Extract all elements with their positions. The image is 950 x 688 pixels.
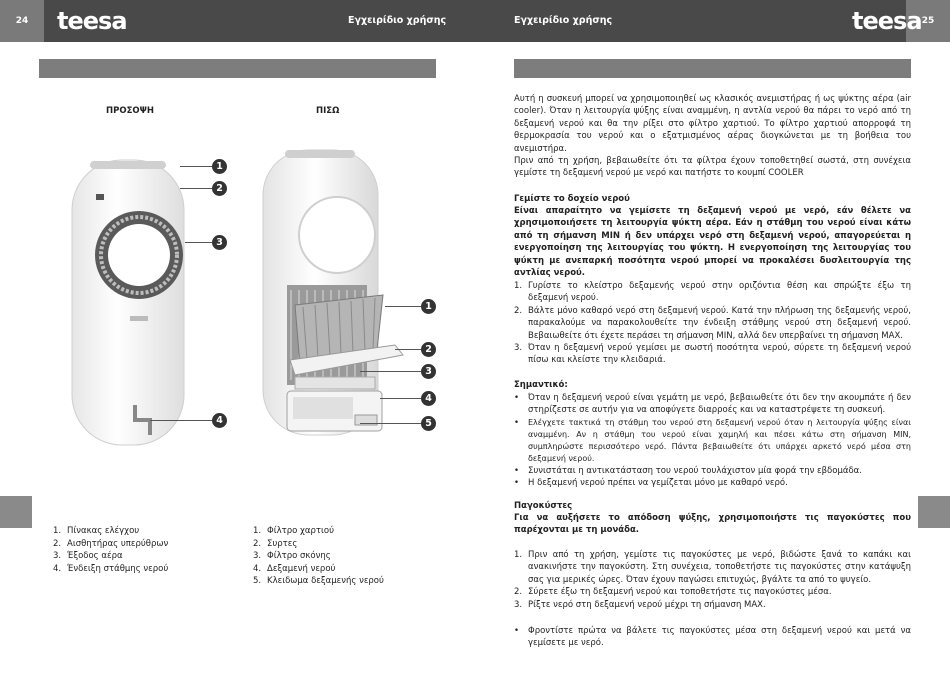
before-use-paragraph: Πριν από τη χρήση, βεβαιωθείτε ότι τα φίλτρα έχουν τοποθετηθεί σωστά, στη συνέχεια γεμίστε τη δεξαμενή νερού με νερό και πατήστε το κουμπί COOLER [514, 156, 911, 179]
fill-warning: Είναι απαραίτητο να γεμίσετε τη δεξαμενή νερού με νερό, εάν θέλετε να χρησιμοποιήσετε τη λειτουργία ψύκτη αέρα. Εάν η στάθμη του νερού είναι κάτω από τη σήμανση MIN ή δεν υπάρχει νερό στη δεξαμενή νερού, απαγορεύεται η ενεργοποίηση της λειτουργίας του ψύκτη. Η ενεργοποίηση της λειτουργίας του ψύκτη με ανεπαρκή ποσότητα νερού μπορεί να προκαλέσει δυσλειτουργία της αντλίας νερού. [514, 206, 911, 279]
header-title-left: Εγχειρίδιο χρήσης [348, 15, 447, 26]
front-callout-2: 2 [212, 181, 227, 196]
front-callout-line-3 [185, 242, 212, 243]
list-item: • Ελέγχετε τακτικά τη στάθμη του νερού στη δεξαμενή νερού όταν η λειτουργία ψύξης είναι αναμμένη. Αν η στάθμη του νερού είναι χαμηλή και πέσει κάτω στη σήμανση MIN, συμπληρώστε περισσότερο νερό. Πάντα βεβαιωθείτε ότι υπάρχει αρκετό νερό μέσα στη δεξαμενή νερού. [514, 417, 911, 463]
back-callout-line-1 [385, 306, 421, 307]
list-item: 1. Πριν από τη χρήση, γεμίστε τις παγοκύστες με νερό, βιδώστε ξανά το καπάκι και ανακινήστε την παγοκύστη. Στη συνέχεια, τοποθετήστε τις παγοκύστες στην κατάψυξη σας για μερικές ώρες. Όταν έχουν παγώσει επιτυχώς, βγάλτε τα από το ψυγείο. [514, 550, 911, 585]
front-callout-line-4 [150, 420, 212, 421]
back-callout-3: 3 [421, 364, 436, 379]
important-bullets [514, 392, 911, 490]
list-item: 5. Κλειδωμα δεξαμενής νερού [253, 576, 384, 587]
ice-heading: Παγοκύστες [514, 501, 573, 511]
page-number-right: 25 [906, 0, 950, 42]
fill-heading: Γεμίστε το δοχείο νερού [514, 194, 630, 204]
page-header [0, 0, 950, 42]
front-view-illustration [60, 150, 200, 460]
list-item: • Φροντίστε πρώτα να βάλετε τις παγοκύστες μέσα στη δεξαμενή νερού και μετά να γεμίσετε με νερό. [514, 626, 911, 649]
front-callout-3: 3 [212, 235, 227, 250]
list-item: 1. Φίλτρο χαρτιού [253, 526, 335, 536]
list-item: 3. Φίλτρο σκόνης [253, 551, 331, 562]
list-item: • Συνιστάται η αντικατάσταση του νερού τουλάχιστον μία φορά την εβδομάδα. [514, 465, 862, 476]
fill-steps-list [514, 280, 911, 367]
back-label: ΠΙΣΩ [316, 106, 340, 116]
list-item: • Η δεξαμενή νερού πρέπει να γεμίζεται μόνο με καθαρό νερό. [514, 478, 788, 489]
intro-paragraph: Αυτή η συσκευή μπορεί να χρησιμοποιηθεί ως κλασικός ανεμιστήρας ή ως ψύκτης αέρα (air cooler). Όταν η λειτουργία ψύξης είναι αναμμένη, η αντλία νερού θα πάρει το νερό από τη δεξαμενή νερού και θα την ρίξει στο φίλτρο χαρτιού. Το φίλτρο χαρτιού απορροφά τη θερμοκρασία του νερού και ο εξατμισμένος αέρας διογκώνεται με τη βοήθεια του ανεμιστήρα. [514, 94, 911, 154]
back-callout-2: 2 [421, 342, 436, 357]
side-tab-left [0, 496, 32, 528]
list-item: • Όταν η δεξαμενή νερού είναι γεμάτη με νερό, βεβαιωθείτε ότι δεν την ακουμπάτε ή δεν στηρίζεστε σε αυτήν για να αποφύγετε διαρροές και να καταστρέψετε τη συσκευή. [514, 393, 911, 416]
ice-subheading: Για να αυξήσετε το απόδοση ψύξης, χρησιμοποιήστε τις παγοκύστες που παρέχονται με τη μονάδα. [514, 513, 911, 536]
list-item: 4. Δεξαμενή νερού [253, 563, 336, 574]
list-item: 2. Συρτες [253, 538, 298, 549]
back-callout-4: 4 [421, 391, 436, 406]
list-item: 2. Αισθητήρας υπερύθρων [53, 538, 169, 549]
list-item: 1. Πίνακας ελέγχου [53, 526, 140, 536]
teesa-logo-right: teesa [852, 7, 922, 35]
list-item: 2. Βάλτε μόνο καθαρό νερό στη δεξαμενή νερού. Κατά την πλήρωση της δεξαμενής νερού, παρακαλούμε να παρακολουθείτε την ένδειξη στάθμης νερού στη δεξαμενή νερού. Βεβαιωθείτε ότι έχετε περάσει τη σήμανση MIN, αλλά δεν υπερβαίνει τη σήμανση MAX. [514, 305, 911, 341]
front-label: ΠΡΟΣΟΨΗ [106, 106, 154, 116]
front-callout-4: 4 [212, 413, 227, 428]
back-parts-list [253, 525, 384, 588]
section-bar-right [514, 59, 911, 78]
side-tab-right [918, 496, 950, 528]
back-view-illustration [255, 145, 415, 445]
list-item: 3. Όταν η δεξαμενή νερού γεμίσει με σωστή ποσότητα νερού, σύρετε τη δεξαμενή νερού πίσω και κλείστε την κλειδαριά. [514, 343, 911, 366]
back-callout-line-3 [360, 371, 421, 372]
front-callout-line-1 [180, 166, 212, 167]
back-callout-line-5 [360, 423, 421, 424]
ice-bullets [514, 625, 911, 650]
list-item: 3. Έξοδος αέρα [53, 551, 123, 562]
back-callout-line-4 [380, 398, 421, 399]
back-callout-1: 1 [421, 299, 436, 314]
list-item: 3. Ρίξτε νερό στη δεξαμενή νερού μέχρι τη σήμανση MAX. [514, 599, 766, 610]
ice-steps-list [514, 549, 911, 611]
important-heading: Σημαντικό: [514, 380, 568, 390]
list-item: 2. Σύρετε έξω τη δεξαμενή νερού και τοποθετήστε τις παγοκύστες μέσα. [514, 587, 832, 598]
teesa-logo-left: teesa [57, 7, 127, 35]
back-callout-line-2 [395, 349, 421, 350]
page-number-left: 24 [0, 0, 44, 42]
header-title-right: Εγχειρίδιο χρήσης [514, 15, 613, 26]
list-item: 1. Γυρίστε το κλείστρο δεξαμενής νερού στην οριζόντια θέση και σπρώξτε έξω τη δεξαμενή νερού. [514, 281, 911, 304]
front-parts-list [53, 525, 168, 575]
list-item: 4. Ένδειξη στάθμης νερού [53, 563, 169, 574]
section-bar-left [39, 59, 436, 78]
front-callout-line-2 [180, 188, 212, 189]
front-callout-1: 1 [212, 159, 227, 174]
back-callout-5: 5 [421, 416, 436, 431]
